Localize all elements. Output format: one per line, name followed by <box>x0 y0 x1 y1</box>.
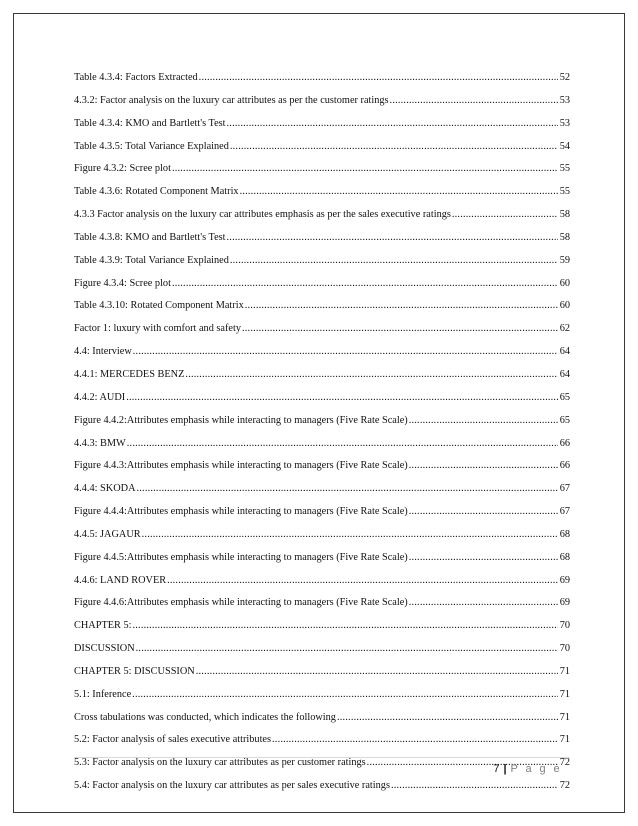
toc-dot-leader <box>136 643 558 655</box>
toc-entry[interactable] <box>74 483 570 506</box>
toc-entry-page-number: 67 <box>559 483 570 495</box>
toc-entry[interactable] <box>74 460 570 483</box>
toc-dot-leader <box>409 506 558 518</box>
toc-entry[interactable] <box>74 689 570 712</box>
toc-entry[interactable] <box>74 163 570 186</box>
toc-entry-label: 4.4.1: MERCEDES BENZ <box>74 368 185 380</box>
toc-entry[interactable] <box>74 186 570 209</box>
toc-entry-page-number: 71 <box>559 665 570 677</box>
toc-dot-leader <box>196 666 558 678</box>
toc-dot-leader <box>126 392 558 404</box>
toc-entry-page-number: 72 <box>559 757 570 769</box>
toc-entry-page-number: 53 <box>559 117 570 129</box>
toc-entry-label: Figure 4.3.4: Scree plot <box>74 277 171 289</box>
toc-entry-page-number: 72 <box>559 780 570 792</box>
toc-dot-leader <box>227 232 558 244</box>
toc-dot-leader <box>230 255 558 267</box>
toc-entry-page-number: 67 <box>559 506 570 518</box>
toc-entry-label: CHAPTER 5: <box>74 620 132 632</box>
toc-entry-label: Figure 4.3.2: Scree plot <box>74 163 171 175</box>
toc-entry[interactable] <box>74 575 570 598</box>
toc-entry-label: 4.4.4: SKODA <box>74 483 136 495</box>
toc-entry-page-number: 60 <box>559 277 570 289</box>
toc-entry-page-number: 54 <box>559 140 570 152</box>
toc-dot-leader <box>452 209 558 221</box>
toc-entry-label: 4.3.3 Factor analysis on the luxury car attributes emphasis as per the sales executive ratings <box>74 209 451 221</box>
toc-entry[interactable] <box>74 118 570 141</box>
toc-entry-page-number: 69 <box>559 574 570 586</box>
toc-entry-label: 4.3.2: Factor analysis on the luxury car attributes as per the customer ratings <box>74 94 389 106</box>
toc-entry-label: DISCUSSION <box>74 643 135 655</box>
toc-entry-page-number: 65 <box>559 391 570 403</box>
footer-divider <box>74 757 570 758</box>
toc-entry-label: 5.1: Inference <box>74 688 132 700</box>
page-number: 7 <box>493 763 500 775</box>
toc-dot-leader <box>409 597 558 609</box>
toc-dot-leader <box>133 620 558 632</box>
toc-entry[interactable] <box>74 597 570 620</box>
toc-entry-page-number: 64 <box>559 368 570 380</box>
toc-entry-page-number: 71 <box>559 711 570 723</box>
toc-entry-label: 4.4.5: JAGAUR <box>74 528 141 540</box>
toc-entry-page-number: 71 <box>559 734 570 746</box>
toc-entry-label: 5.2: Factor analysis of sales executive attributes <box>74 734 272 746</box>
toc-dot-leader <box>137 483 558 495</box>
page-footer <box>493 763 562 775</box>
toc-entry-page-number: 55 <box>559 186 570 198</box>
toc-entry[interactable] <box>74 438 570 461</box>
toc-entry-label: 4.4.6: LAND ROVER <box>74 574 167 586</box>
table-of-contents <box>74 72 570 803</box>
toc-entry[interactable] <box>74 369 570 392</box>
toc-entry-page-number: 55 <box>559 163 570 175</box>
page-word: P a g e <box>510 763 562 775</box>
toc-entry-page-number: 71 <box>559 688 570 700</box>
toc-entry[interactable] <box>74 323 570 346</box>
toc-dot-leader <box>272 734 558 746</box>
toc-dot-leader <box>409 552 558 564</box>
toc-entry-label: Table 4.3.8: KMO and Bartlett's Test <box>74 231 226 243</box>
toc-entry-label: Table 4.3.4: Factors Extracted <box>74 72 198 83</box>
toc-entry-label: Table 4.3.5: Total Variance Explained <box>74 140 229 152</box>
toc-entry[interactable] <box>74 278 570 301</box>
toc-entry-label: Cross tabulations was conducted, which indicates the following <box>74 711 336 723</box>
toc-entry-label: Table 4.3.9: Total Variance Explained <box>74 254 229 266</box>
toc-dot-leader <box>172 163 558 175</box>
toc-dot-leader <box>242 323 558 335</box>
toc-entry-label: Figure 4.4.4:Attributes emphasis while interacting to managers (Five Rate Scale) <box>74 506 408 518</box>
toc-dot-leader <box>185 369 557 381</box>
toc-entry-page-number: 70 <box>559 643 570 655</box>
toc-entry-label: 5.4: Factor analysis on the luxury car attributes as per sales executive ratings <box>74 780 390 792</box>
toc-entry-label: Table 4.3.6: Rotated Component Matrix <box>74 186 239 198</box>
toc-dot-leader <box>409 415 558 427</box>
toc-entry[interactable] <box>74 95 570 118</box>
toc-entry[interactable] <box>74 232 570 255</box>
toc-dot-leader <box>230 141 558 153</box>
toc-entry-page-number: 59 <box>559 254 570 266</box>
toc-entry[interactable] <box>74 392 570 415</box>
toc-entry-page-number: 66 <box>559 460 570 472</box>
toc-entry[interactable] <box>74 529 570 552</box>
toc-dot-leader <box>172 278 558 290</box>
toc-entry[interactable] <box>74 666 570 689</box>
toc-entry-label: Figure 4.4.6:Attributes emphasis while interacting to managers (Five Rate Scale) <box>74 597 408 609</box>
toc-entry-label: Figure 4.4.3:Attributes emphasis while interacting to managers (Five Rate Scale) <box>74 460 408 472</box>
toc-entry[interactable] <box>74 72 570 95</box>
toc-entry-page-number: 52 <box>559 72 570 83</box>
toc-entry-page-number: 62 <box>559 323 570 335</box>
toc-dot-leader <box>127 438 558 450</box>
toc-dot-leader <box>142 529 558 541</box>
toc-entry[interactable] <box>74 209 570 232</box>
toc-dot-leader <box>227 118 558 130</box>
toc-entry-page-number: 70 <box>559 620 570 632</box>
toc-entry[interactable] <box>74 552 570 575</box>
toc-entry-page-number: 60 <box>559 300 570 312</box>
toc-entry-page-number: 58 <box>559 209 570 221</box>
toc-entry-page-number: 64 <box>559 346 570 358</box>
toc-entry[interactable] <box>74 255 570 278</box>
toc-entry[interactable] <box>74 506 570 529</box>
toc-entry[interactable] <box>74 734 570 757</box>
toc-entry-page-number: 66 <box>559 437 570 449</box>
toc-dot-leader <box>245 300 558 312</box>
toc-entry-page-number: 68 <box>559 528 570 540</box>
toc-entry-label: Factor 1: luxury with comfort and safety <box>74 323 241 335</box>
toc-entry-label: 5.3: Factor analysis on the luxury car attributes as per customer ratings <box>74 757 366 769</box>
toc-entry-label: 4.4: Interview <box>74 346 132 358</box>
toc-entry[interactable] <box>74 620 570 643</box>
toc-entry-page-number: 58 <box>559 231 570 243</box>
toc-entry-page-number: 68 <box>559 551 570 563</box>
toc-entry[interactable] <box>74 415 570 438</box>
toc-dot-leader <box>240 186 558 198</box>
toc-dot-leader <box>409 460 558 472</box>
toc-entry-label: Table 4.3.10: Rotated Component Matrix <box>74 300 244 312</box>
toc-dot-leader <box>199 72 558 84</box>
toc-entry-label: Table 4.3.4: KMO and Bartlett's Test <box>74 117 226 129</box>
toc-entry-label: 4.4.3: BMW <box>74 437 126 449</box>
toc-entry[interactable] <box>74 346 570 369</box>
toc-dot-leader <box>167 575 558 587</box>
toc-entry-page-number: 65 <box>559 414 570 426</box>
toc-entry[interactable] <box>74 780 570 803</box>
toc-entry[interactable] <box>74 712 570 735</box>
toc-dot-leader <box>133 346 558 358</box>
toc-entry[interactable] <box>74 643 570 666</box>
toc-entry-page-number: 69 <box>559 597 570 609</box>
toc-dot-leader <box>390 95 558 107</box>
toc-entry-label: Figure 4.4.5:Attributes emphasis while interacting to managers (Five Rate Scale) <box>74 551 408 563</box>
toc-dot-leader <box>391 780 558 792</box>
toc-entry[interactable] <box>74 141 570 164</box>
toc-entry[interactable] <box>74 300 570 323</box>
footer-separator: | <box>503 763 507 775</box>
toc-dot-leader <box>337 712 558 724</box>
toc-dot-leader <box>132 689 558 701</box>
toc-entry-label: CHAPTER 5: DISCUSSION <box>74 665 195 677</box>
toc-entry-page-number: 53 <box>559 94 570 106</box>
toc-entry-label: 4.4.2: AUDI <box>74 391 126 403</box>
toc-entry-label: Figure 4.4.2:Attributes emphasis while interacting to managers (Five Rate Scale) <box>74 414 408 426</box>
